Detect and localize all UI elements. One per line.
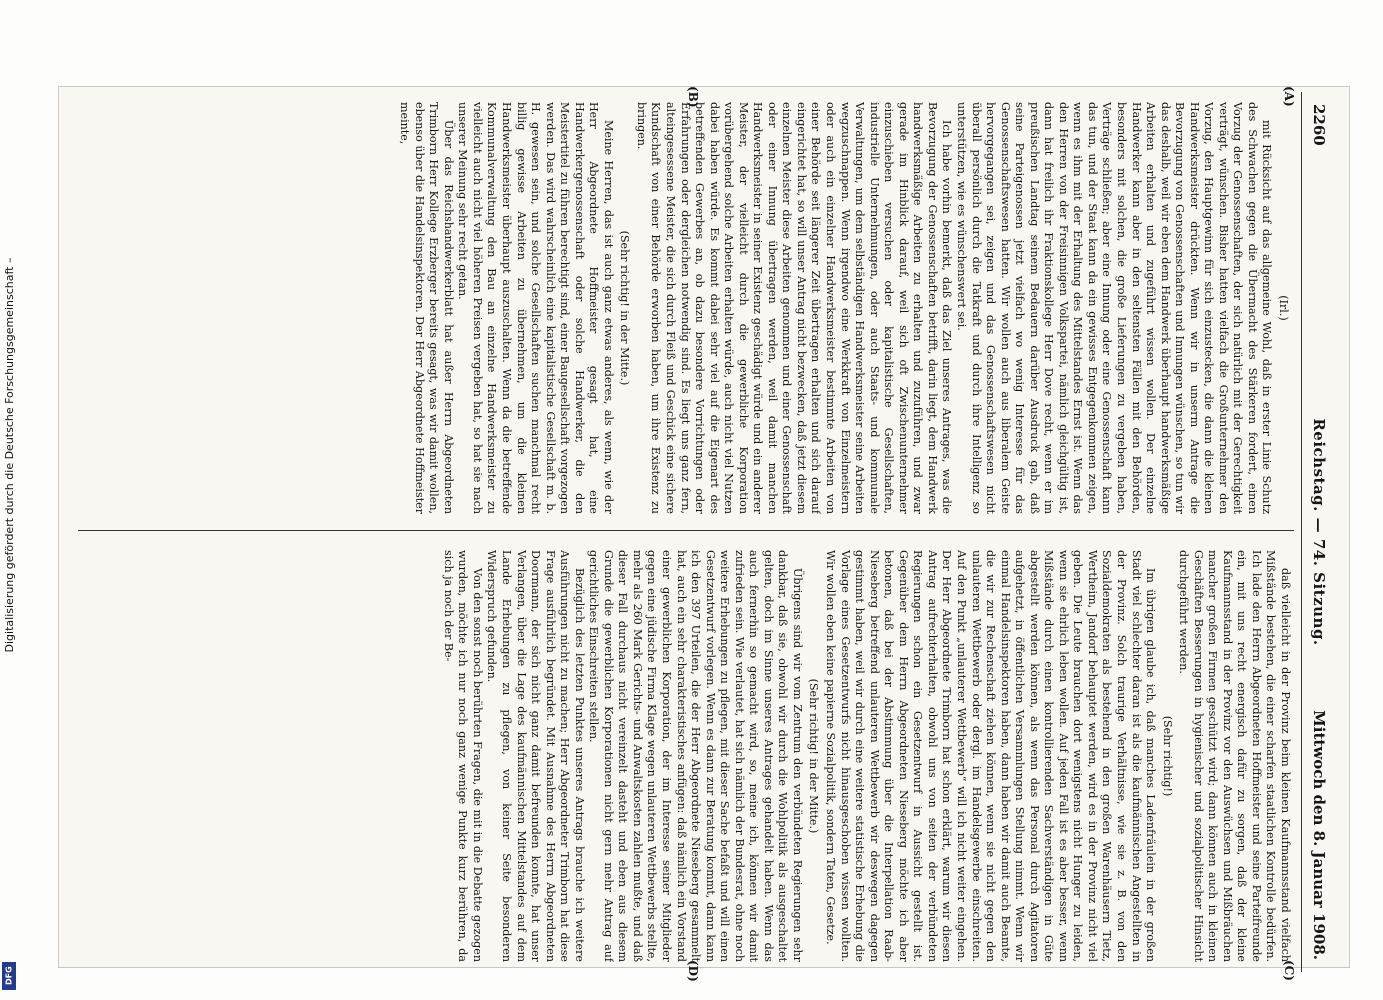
paragraph: Bezüglich des letzten Punktes unseres Antrags brauche ich weitere Ausführungen nicht zu machen; Herr Abgeordneter Trimborn hat diese Frage ausführlich begründet. Mit Ausnahme des Herrn Abgeordneten Doormann, der sich nicht ganz damit befreunden konnte, hat unser Verlangen, über die Lage des kaufmännischen Mittelstandes auf dem Lande Erhebungen zu pflegen, von keiner Seite besonderen Widerspruch gefunden. [485, 550, 586, 962]
page-header [1301, 92, 1336, 972]
paragraph: (Sehr richtig!) [1160, 715, 1174, 797]
paragraph: Meine Herren, das ist auch ganz etwas anderes, als wenn, wie der Herr Abgeordnete Hoffmeister gesagt hat, eine Handwerkergenossenschaft oder solche Handwerker, die den Meistertitel zu führen berechtigt sind, einer Baugesellschaft vorgezogen werden. Das wird wahrscheinlich eine kapitalistische Gesellschaft m. b. H. gewesen sein, und solche Gesellschaften suchen manchmal recht billig gewisse Arbeiten zu übernehmen, um die kleinen Handwerksmeister überhaupt auszuschalten. Wenn da die betreffende Kommunalverwaltung den Bau an einzelne Handwerksmeister zu vielleicht auch nicht viel höheren Preisen vergeben hat, so hat sie nach unserer Meinung sehr recht getan. [456, 102, 615, 514]
paragraph: daß vielleicht in der Provinz beim kleinen Kaufmannsstand vielfach Mißstände bestehen, die einer scharfen staatlichen Kontrolle bedürfen. Ich lade den Herrn Abgeordneten Hoffmeister und seine Parteifreunde ein, mit uns recht energisch dafür zu sorgen, daß der kleine Kaufmannsstand in der Provinz vor den Auswüchsen und Mißbräuchen mancher großen Firmen geschützt wird; dann können auch in kleinen Geschäften Besserungen in hygienischer und sozialpolitischer Hinsicht durchgeführt werden. [1177, 550, 1292, 962]
paragraph: Übrigens sind wir vom Zentrum den verbündeten Regierungen sehr dankbar, daß sie, obwohl wir durch die Wohlpolitik als ausgeschaltet gelten, doch im Sinne unseres Antrages gehandelt haben. Wenn das auch fernerhin so gemacht wird, so, meine ich, können wir damit zufrieden sein. Wie verlautet, hat sich nämlich der Bundesrat, ohne noch weitere Erhebungen zu pflegen, mit dieser Sache befaßt und will einen Gesetzentwurf vorlegen. Wenn es dann zur Beratung kommt, dann kann ich den 397 Urteilen, die der Herr Abgeordnete Nieseberg gesammelt hat, auch ein sehr charakteristisches anfügen: daß nämlich ein Vorstand einer gewerblichen Korporation, der im Interesse seiner Mitglieder gegen eine jüdische Firma Klage wegen unlauteren Wettbewerbs stellte, mehr als 260 Mark Gerichts- und Anwaltskosten zahlen mußte, und daß dieser Fall durchaus nicht vereinzelt dasteht und eben aus diesem Grunde die gewerblichen Korporationen nicht gern mehr Antrag auf gerichtliches Einschreiten stellen. [587, 550, 804, 962]
page-title: Reichstag. — 74. Sitzung. [1310, 418, 1328, 646]
margin-marker-b: (B) [686, 86, 700, 108]
page-number: 2260 [1310, 104, 1328, 146]
column-divider [78, 530, 1294, 531]
margin-marker-c: (C) [1282, 960, 1296, 981]
session-date: Mittwoch den 8. Januar 1908. [1310, 710, 1328, 960]
rotated-page-content [68, 86, 1336, 982]
left-text-column [78, 102, 1292, 514]
paragraph: mit Rücksicht auf das allgemeine Wohl, daß in erster Linie Schutz des Schwachen gegen die Übermacht des Stärkeren fordert, einen Vorzug der Genossenschaften, der sich natürlich mit der Gerechtigkeit verträgt, wünschen. Bisher hatten vielfach die Großunternehmer den Vorzug, den Hauptgewinn für sich einzustecken, die dann die kleinen Handwerksmeister drückten. Wenn wir in unserm Antrage die Bevorzugung von Genossenschaften und Innungen wünschen, so tun wir das deshalb, weil wir eben dem Handwerk überhaupt handwerksmäßige Arbeiten erhalten und zugeführt wissen wollen. Der einzelne Handwerker kann aber in den seltensten Fällen mit den Behörden, besonders mit solchen, die große Lieferungen zu vergeben haben, Verträge schließen; aber eine Innung oder eine Genossenschaft kann das tun, und der Staat kann da ein gewisses Entgegenkommen zeigen, wenn es ihm mit der Erhaltung des Mittelstandes Ernst ist. Wenn das den Herren von der Freisinnigen Volkspartei, nämlich gleichgültig ist, dann hat freilich ihr Fraktionskollege Herr Dove recht, wenn er im preußischen Landtag seinem Bedauern darüber Ausdruck gab, daß seine Parteigenossen jetzt vielfach wo wenig Interesse für das Genossenschaftswesen hatten. Wir wollen auch aus liberalem Geiste hervorgegangen sei, zeigen und das Genossenschaftswesen nicht überall persönlich durch die Tatkraft und durch ihre Intelligenz so unterstützen, wie es wünschenswert sei. [954, 102, 1274, 514]
right-text-column [78, 550, 1292, 962]
paragraph: Im übrigen glaube ich, daß manches Ladenfräulein in der großen Stadt viel schlechter daran ist als die kaufmännischen Angestellten in der Provinz. Solch traurige Verhältnisse, wie sie z. B. von den Sozialdemokraten als bestehend in den großen Warenhäusern Tietz, Wertheim, Jandorf behauptet werden, wird es in der Provinz nicht viel geben. Die Leute brauchen dort wenigstens nicht Hunger zu leiden, wenn sie ehrlich leben wollen. Auf jeden Fall ist es aber besser, wenn Mißstände durch einen kontrollierenden Sachverständigen in Güte abgestellt werden können, als wenn das Personal durch Agitatoren aufgehetzt, in öffentlichen Versammlungen Stellung nimmt. Wenn wir einmal Handelsinspektoren haben, dann haben wir damit auch Beamte, die wir zur Rechenschaft ziehen können, wenn sie nicht gegen den unlauteren Wettbewerb oder dergl. im Handelsgewerbe einschreiten. Auf den Punkt „unlauterer Wettbewerb“ will ich nicht weiter eingehen. Der Herr Abgeordnete Trimborn hat schon erklärt, warum wir diesen Antrag aufrechterhalten, obwohl uns von seiten der verbündeten Regierungen schon ein Gesetzentwurf in Aussicht gestellt ist. Gegenüber dem Herrn Abgeordneten Nieseberg möchte ich aber betonen, daß bei der Abstimmung über die Interpellation Raab-Nieseberg betreffend unlauteren Wettbewerb wir deswegen dagegen gestimmt haben, weil wir durch eine weitere statistische Erhebung die Vorlage eines Gesetzentwurfs nicht hinausgeschoben wissen wollten. Wir wollen eben keine papierne Sozialpolitik, sondern Taten, Gesetze. [824, 550, 1158, 962]
margin-marker-d: (D) [686, 960, 700, 982]
paragraph: (Sehr richtig! in der Mitte.) [618, 230, 632, 386]
digitization-credit: Digitalisierung gefördert durch die Deutsche Forschungsgemeinschaft – [3, 257, 16, 653]
paragraph: Von den sonst noch berührten Fragen, die mit in die Debatte gezogen wurden, möchte ich nur noch ganz wenige Punkte kurz berühren, da sich ja noch der Be- [441, 550, 484, 962]
paragraph: (Sehr richtig! in der Mitte.) [807, 678, 821, 834]
margin-marker-a: (A) [1282, 86, 1296, 107]
paragraph: Ich habe vorhin bemerkt, daß das Ziel unseres Antrages, was die Bevorzugung der Genossenschaften betrifft, darin liegt, dem Handwerk handwerksmäßige Arbeiten zu erhalten und zuzuführen, und zwar gerade im Hinblick darauf, weil sich oft Zwischenunternehmer einzuschieben versuchen oder kapitalistische Gesellschaften, industrielle Unternehmungen, oder auch Staats- und kommunale Verwaltungen, um dem selbständigen Handwerksmeister seine Arbeiten wegzuschnappen. Wenn irgendwo eine Werkkraft von Einzelmeistern oder auch ein einzelner Handwerksmeister bestimmte Arbeiten von einer Behörde seit längerer Zeit übertragen erhalten und sich darauf eingerichtet hat, so will unser Antrag nicht bezwecken, daß jetzt diesem einzelnen Meister diese Arbeiten genommen und einer Genossenschaft oder einer Innung übertragen werden, weil damit manchen Handwerksmeister in seiner Existenz geschädigt würde und ein anderer Meister, der vielleicht durch die gewerbliche Korporation vorübergehend solche Arbeiten erhalten würde, auch nicht viel Nutzen dabei haben würde. Es kommt dabei sehr viel auf die Eigenart des betreffenden Gewerbes an, ob dazu besondere Vorrichtungen oder Erfahrungen oder dergleichen notwendig sind. Es liegt uns ganz fern, alteingesessene Meister, die sich durch Fleiß und Geschick eine sichere Kundschaft von einer Behörde erworben haben, um ihre Existenz zu bringen. [634, 102, 954, 514]
paragraph: (Irl.) [1277, 295, 1290, 321]
paragraph: Über das Reichshandwerkerblatt hat außer Herrn Abgeordneten Trimborn Herr Kollege Erzberger bereits gesagt, was wir damit wollen, ebenso über die Handelsinspektoren. Der Herr Abgeordnete Hoffmeister meinte, [398, 102, 455, 514]
dfg-logo: DFG [2, 962, 16, 990]
